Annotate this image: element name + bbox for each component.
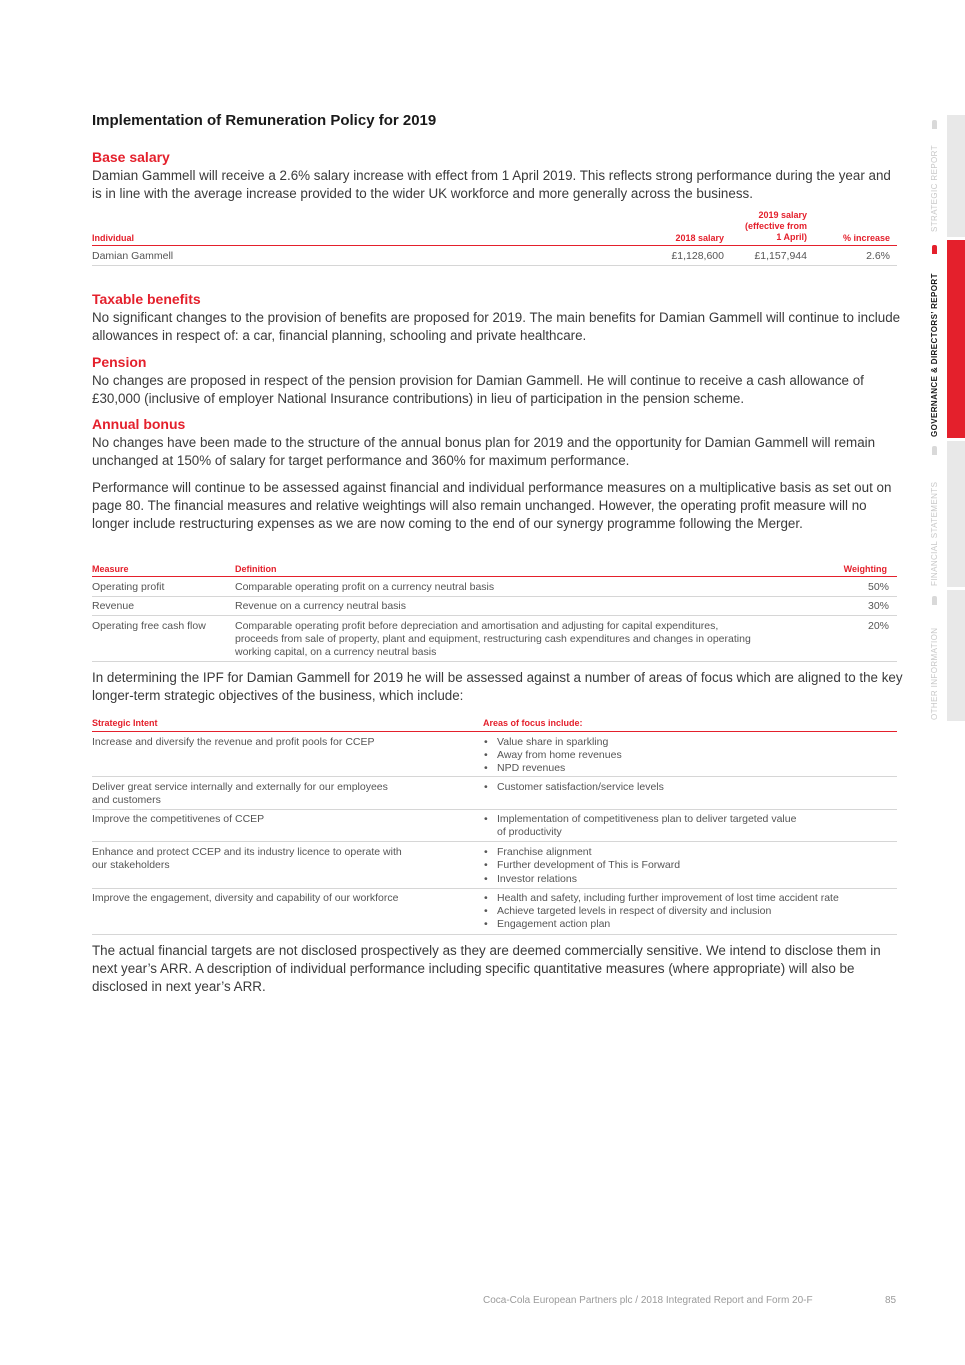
- measure-cell: Operating free cash flow: [92, 620, 206, 632]
- measures-header-rule: [92, 576, 897, 577]
- focus-item: • Away from home revenues: [497, 749, 622, 762]
- strategic-header-focus: Areas of focus include:: [483, 718, 583, 728]
- focus-item: • Investor relations: [497, 873, 577, 886]
- definition-cell: Revenue on a currency neutral basis: [235, 600, 407, 612]
- strategic-row-rule: [92, 841, 897, 842]
- base-salary-text: Damian Gammell will receive a 2.6% salary increase with effect from 1 April 2019. This reflects strong performance during the year and is in line with the average increase provided to the wider UK workforce and more generally across the business.: [92, 168, 891, 201]
- strategic-row-rule: [92, 776, 897, 777]
- bottle-icon: [932, 446, 937, 455]
- side-tab-other[interactable]: [947, 590, 965, 721]
- strategic-row-rule: [92, 809, 897, 810]
- pension-text: No changes are proposed in respect of the pension provision for Damian Gammell. He will continue to receive a cash allowance of £30,000 (inclusive of employer National Insurance contributions) in lieu of participation in the pension scheme.: [92, 373, 864, 406]
- taxable-benefits-text: No significant changes to the provision of benefits are proposed for 2019. The main benefits for Damian Gammell will continue to include allowances in respect of: a car, financial planning, schooling and private healthcare.: [92, 310, 901, 343]
- intent-cell: Improve the engagement, diversity and capability of our workforce: [92, 892, 399, 904]
- bottle-icon: [932, 596, 937, 605]
- measures-row-rule: [92, 615, 897, 616]
- focus-item: • Further development of This is Forward: [497, 859, 680, 872]
- salary-row-rule: [92, 265, 897, 266]
- measure-cell: Revenue: [92, 600, 135, 612]
- measures-header-definition: Definition: [235, 564, 277, 574]
- focus-item-line-1: • Implementation of competitiveness plan to deliver targeted value: [497, 813, 796, 826]
- measure-cell: Operating profit: [92, 581, 165, 593]
- salary-header-2018: 2018 salary: [675, 233, 724, 243]
- salary-header-increase: % increase: [842, 233, 890, 243]
- salary-cell-individual: Damian Gammell: [92, 250, 174, 262]
- closing-text: The actual financial targets are not disclosed prospectively as they are deemed commercially sensitive. We intend to disclose them in next year’s ARR. A description of individual performance including specific quantitative measures (where appropriate) will also be disclosed in next year’s ARR.: [92, 943, 881, 994]
- annual-bonus-text-2: Performance will continue to be assessed against financial and individual performance measures on a multiplicative basis as set out on page 80. The financial measures and relative weightings will also remain unchanged. However, the operating profit measure will no longer include restructuring expenses as we are now coming to the end of our synergy programme following the Merger.: [92, 480, 892, 531]
- measures-row-rule: [92, 661, 897, 662]
- focus-item: • Customer satisfaction/service levels: [497, 781, 664, 794]
- salary-header-2019-l3: 1 April): [776, 232, 807, 242]
- intent-cell-line-2: and customers: [92, 794, 161, 806]
- bottle-icon: [932, 245, 937, 254]
- intent-cell-line-1: Enhance and protect CCEP and its industry licence to operate with: [92, 846, 402, 858]
- strategic-row-rule: [92, 888, 897, 889]
- focus-item-line-2: of productivity: [497, 826, 562, 838]
- salary-header-2019-l2: (effective from: [744, 221, 807, 231]
- definition-cell: Comparable operating profit on a currency neutral basis: [235, 581, 495, 593]
- salary-header-2019-l1: 2019 salary: [758, 210, 807, 220]
- focus-item: • Value share in sparkling: [497, 736, 608, 749]
- salary-cell-2019: £1,157,944: [754, 250, 807, 262]
- side-tab-governance[interactable]: [947, 240, 965, 438]
- side-tab-strategic[interactable]: [947, 115, 965, 237]
- ipf-text: In determining the IPF for Damian Gammell for 2019 he will be assessed against a number of areas of focus which are aligned to the key longer-term strategic objectives of the business, which include:: [92, 670, 903, 703]
- side-label-strategic[interactable]: STRATEGIC REPORT: [930, 144, 939, 232]
- intent-cell: Increase and diversify the revenue and profit pools for CCEP: [92, 736, 375, 748]
- weighting-cell: 20%: [867, 620, 889, 632]
- taxable-benefits-heading: Taxable benefits: [92, 291, 201, 307]
- weighting-cell: 30%: [867, 600, 889, 612]
- footer-text: Coca-Cola European Partners plc / 2018 Integrated Report and Form 20-F: [483, 1295, 813, 1306]
- salary-cell-increase: 2.6%: [866, 250, 890, 262]
- salary-header-individual: Individual: [92, 233, 135, 243]
- salary-header-rule: [92, 245, 897, 246]
- side-label-governance[interactable]: GOVERNANCE & DIRECTORS’ REPORT: [930, 273, 939, 437]
- focus-item: • Achieve targeted levels in respect of diversity and inclusion: [497, 905, 771, 918]
- side-tab-financial[interactable]: [947, 441, 965, 587]
- bottle-icon: [932, 120, 937, 129]
- weighting-cell: 50%: [867, 581, 889, 593]
- measures-header-measure: Measure: [92, 564, 129, 574]
- annual-bonus-heading: Annual bonus: [92, 416, 186, 432]
- focus-item: • Franchise alignment: [497, 846, 592, 859]
- intent-cell-line-2: our stakeholders: [92, 859, 170, 871]
- side-label-other[interactable]: OTHER INFORMATION: [930, 627, 939, 720]
- definition-cell-line-3: working capital, on a currency neutral basis: [235, 646, 437, 658]
- page-title: Implementation of Remuneration Policy for 2019: [92, 112, 437, 129]
- intent-cell: Improve the competitivenes of CCEP: [92, 813, 265, 825]
- strategic-header-rule: [92, 731, 897, 732]
- measures-header-weighting: Weighting: [843, 564, 887, 574]
- strategic-header-intent: Strategic Intent: [92, 718, 158, 728]
- measures-row-rule: [92, 596, 897, 597]
- salary-cell-2018: £1,128,600: [671, 250, 724, 262]
- intent-cell-line-1: Deliver great service internally and externally for our employees: [92, 781, 388, 793]
- focus-item: • Engagement action plan: [497, 918, 610, 931]
- definition-cell-line-2: proceeds from sale of property, plant and equipment, restructuring cash expenditures and changes in operating: [235, 633, 751, 645]
- base-salary-heading: Base salary: [92, 149, 170, 165]
- focus-item: • NPD revenues: [497, 762, 565, 775]
- page-number: 85: [885, 1295, 897, 1306]
- pension-heading: Pension: [92, 354, 147, 370]
- definition-cell-line-1: Comparable operating profit before depreciation and amortisation and adjusting for capital expenditures,: [235, 620, 719, 632]
- side-label-financial[interactable]: FINANCIAL STATEMENTS: [930, 481, 939, 586]
- annual-bonus-text-1: No changes have been made to the structure of the annual bonus plan for 2019 and the opportunity for Damian Gammell will remain unchanged at 150% of salary for target performance and 360% for maximum performance.: [92, 435, 876, 468]
- strategic-row-rule: [92, 934, 897, 935]
- focus-item: • Health and safety, including further improvement of lost time accident rate: [497, 892, 839, 905]
